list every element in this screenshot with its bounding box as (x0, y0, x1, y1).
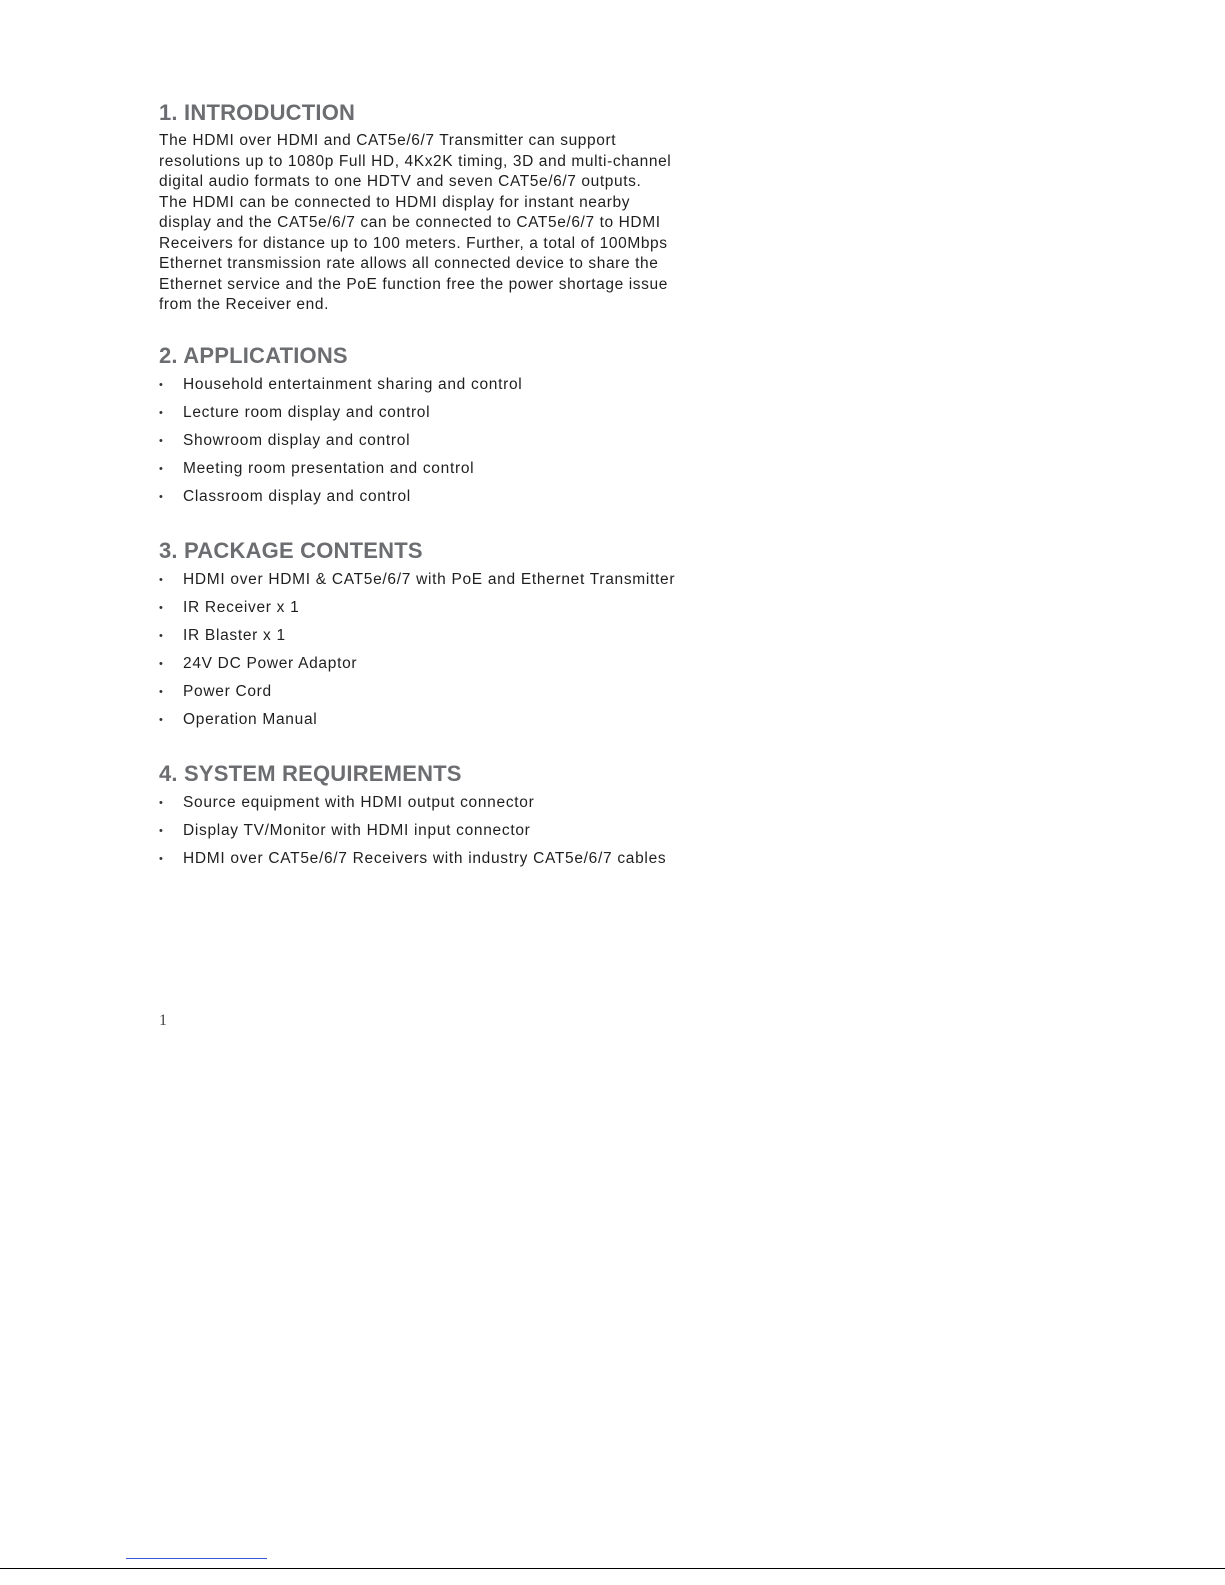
list-item-text: Display TV/Monitor with HDMI input connector (183, 821, 531, 839)
list-item (159, 566, 759, 594)
list-item-text: Operation Manual (183, 710, 318, 728)
list-item-text: Household entertainment sharing and control (183, 375, 523, 393)
page-bottom-divider (0, 1568, 1225, 1569)
section-heading-applications: 2. APPLICATIONS (159, 342, 348, 368)
bullet-icon: • (159, 657, 164, 670)
paragraph-line: Ethernet transmission rate allows all connected device to share the (159, 255, 659, 272)
bullet-icon: • (159, 462, 164, 475)
bullet-icon: • (159, 852, 164, 865)
paragraph-line: display and the CAT5e/6/7 can be connected to CAT5e/6/7 to HDMI (159, 214, 661, 231)
bullet-icon: • (159, 824, 164, 837)
list-item-text: 24V DC Power Adaptor (183, 654, 358, 672)
section-heading-introduction: 1. INTRODUCTION (159, 100, 356, 125)
list-item (159, 399, 759, 427)
list-item (159, 789, 759, 817)
section-heading-package-contents: 3. PACKAGE CONTENTS (159, 537, 423, 563)
section-system-requirements (159, 759, 759, 873)
page-number: 1 (159, 1012, 167, 1029)
bullet-icon: • (159, 796, 164, 809)
section-package-contents (159, 536, 759, 734)
list-item (159, 622, 759, 650)
paragraph-line: The HDMI can be connected to HDMI display for instant nearby (159, 193, 631, 211)
list-item-text: HDMI over HDMI & CAT5e/6/7 with PoE and Ethernet Transmitter (183, 570, 676, 588)
list-item-text: Source equipment with HDMI output connector (183, 793, 535, 811)
list-item (159, 427, 759, 455)
list-item (159, 594, 759, 622)
section-introduction (159, 98, 759, 316)
list-item-text: HDMI over CAT5e/6/7 Receivers with industry CAT5e/6/7 cables (183, 849, 667, 867)
list-item-text: Lecture room display and control (183, 403, 431, 421)
bullet-icon: • (159, 573, 164, 586)
list-item-text: Showroom display and control (183, 431, 411, 449)
list-item (159, 455, 759, 483)
list-item (159, 845, 759, 873)
bullet-icon: • (159, 378, 164, 391)
list-item (159, 371, 759, 399)
section-heading-system-requirements: 4. SYSTEM REQUIREMENTS (159, 760, 462, 786)
list-item (159, 678, 759, 706)
list-item-text: IR Receiver x 1 (183, 598, 300, 616)
bullet-icon: • (159, 406, 164, 419)
bullet-icon: • (159, 490, 164, 503)
bullet-icon: • (159, 434, 164, 447)
list-item (159, 650, 759, 678)
bullet-icon: • (159, 601, 164, 614)
package-contents-list (159, 566, 759, 734)
list-item-text: Meeting room presentation and control (183, 459, 475, 477)
paragraph-line: Ethernet service and the PoE function free the power shortage issue (159, 275, 668, 293)
paragraph-line: from the Receiver end. (159, 296, 329, 313)
link-underline[interactable] (126, 1558, 267, 1559)
paragraph-line: resolutions up to 1080p Full HD, 4Kx2K timing, 3D and multi-channel (159, 152, 672, 170)
list-item (159, 706, 759, 734)
list-item (159, 483, 759, 511)
bullet-icon: • (159, 685, 164, 698)
system-requirements-list (159, 789, 759, 873)
bullet-icon: • (159, 713, 164, 726)
document-page (159, 98, 759, 873)
applications-list (159, 371, 759, 511)
introduction-paragraph (159, 131, 759, 316)
paragraph-line: The HDMI over HDMI and CAT5e/6/7 Transmitter can support (159, 132, 617, 149)
list-item-text: Classroom display and control (183, 487, 411, 505)
paragraph-line: digital audio formats to one HDTV and seven CAT5e/6/7 outputs. (159, 173, 642, 190)
list-item-text: Power Cord (183, 682, 272, 700)
section-applications (159, 341, 759, 511)
bullet-icon: • (159, 629, 164, 642)
list-item (159, 817, 759, 845)
list-item-text: IR Blaster x 1 (183, 626, 286, 644)
paragraph-line: Receivers for distance up to 100 meters. Further, a total of 100Mbps (159, 234, 668, 252)
